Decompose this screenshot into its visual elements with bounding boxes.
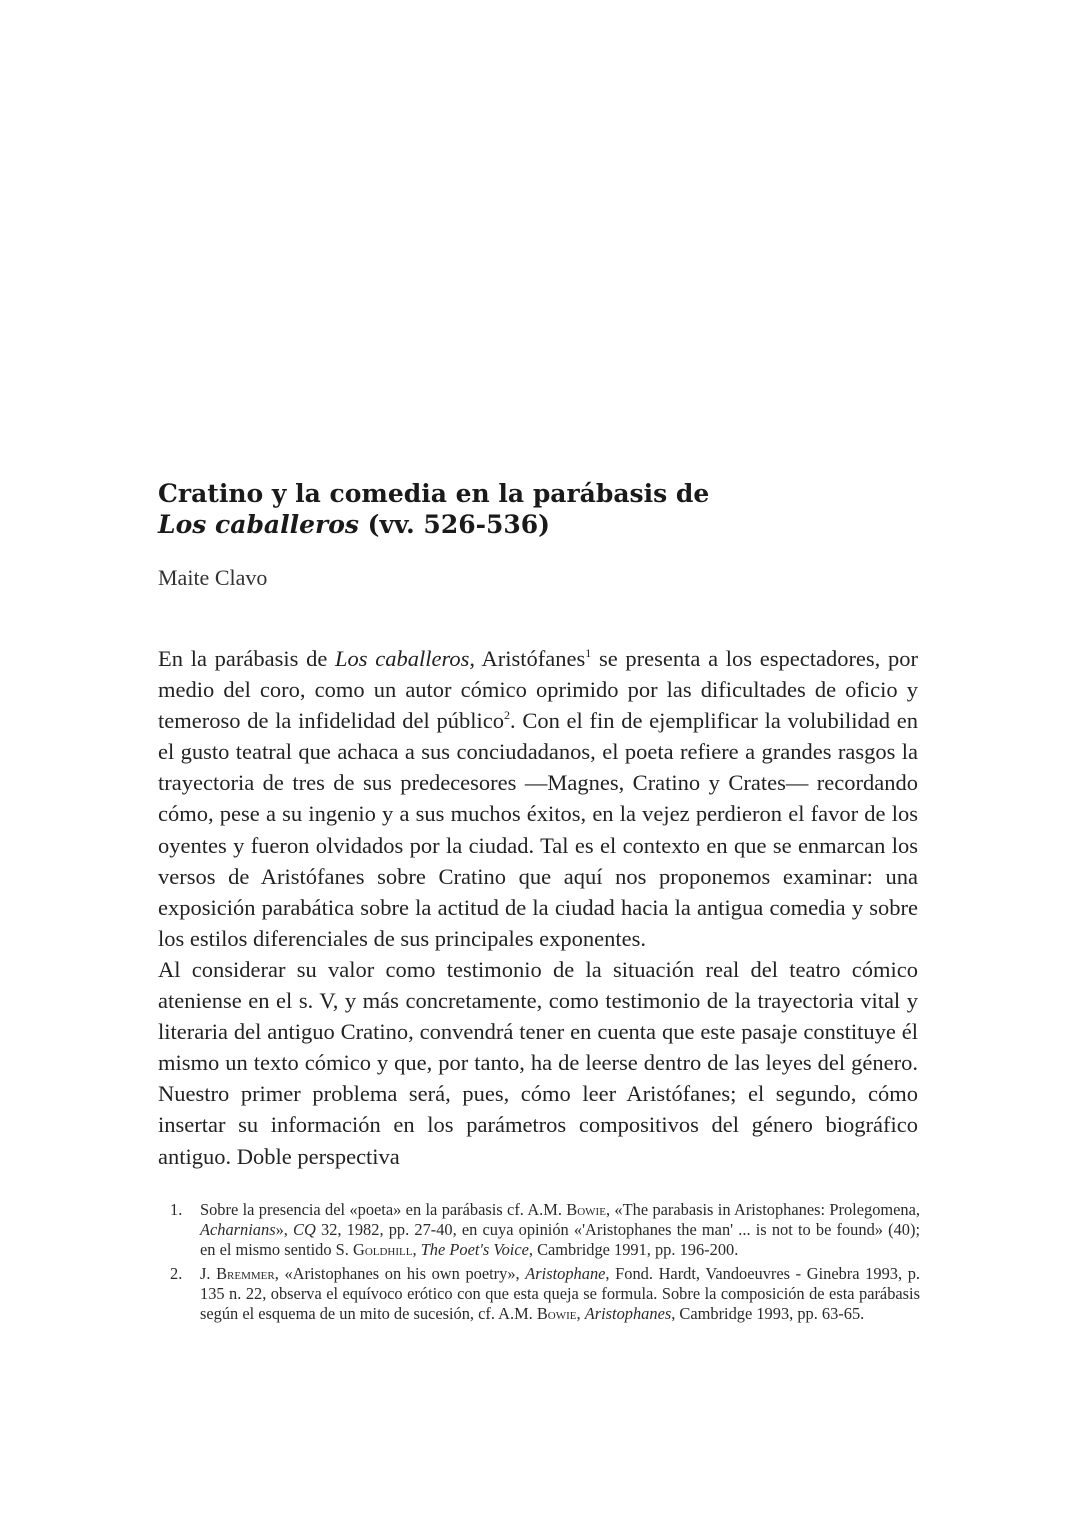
author-smallcaps: Bowie: [566, 1200, 606, 1219]
text-run: , «Aristophanes on his own poetry»,: [274, 1263, 526, 1283]
title-line-1: Cratino y la comedia en la parábasis de: [158, 479, 710, 508]
italic-title: Aristophanes: [584, 1304, 672, 1324]
article-body: [158, 643, 918, 1172]
text-run: ,: [576, 1304, 585, 1324]
title-verses: (vv. 526-536): [358, 510, 551, 539]
italic-title: Acharnians: [200, 1220, 276, 1240]
paragraph-1: [158, 643, 918, 954]
text-run: J.: [200, 1263, 217, 1283]
text-run: . Con el fin de ejemplificar la volubilidad en el gusto teatral que achaca a sus conciudadanos, el poeta refiere a grandes rasgos la trayectoria de tres de sus predecesores —Magnes, Cratino y Crates— recordando cómo, pese a su ingenio y a sus muchos éxitos, en la vejez perdieron el favor de los oyentes y fueron olvidados por la ciudad. Tal es el contexto en que se enmarcan los versos de Aristófanes sobre Cratino que aquí nos proponemos examinar: una exposición parabática sobre la actitud de la ciudad hacia la antigua comedia y sobre los estilos diferenciales de sus principales exponentes.: [158, 708, 918, 951]
footnote-ref-1[interactable]: 1: [585, 646, 592, 660]
text-run: se presenta a los espectadores, por medio del coro, como un autor cómico oprimido por las dificultades de oficio y temeroso de la infidelidad del público: [158, 646, 919, 734]
text-run: , Cambridge 1991, pp. 196-200.: [528, 1240, 739, 1260]
text-run: Sobre la presencia del «poeta» en la parábasis cf. A.M.: [200, 1200, 567, 1219]
footnote-number: 1.: [170, 1200, 183, 1219]
author-smallcaps: Bowie: [536, 1304, 577, 1324]
footnote-2: [170, 1264, 920, 1325]
text-run: ,: [412, 1240, 421, 1260]
author-smallcaps: Goldhill: [352, 1240, 413, 1260]
article-title: [158, 478, 918, 540]
italic-title: CQ: [293, 1220, 316, 1240]
author-smallcaps: Bremmer: [216, 1263, 275, 1283]
text-run: , Cambridge 1993, pp. 63-65.: [671, 1304, 865, 1324]
paragraph-2: Al considerar su valor como testimonio de la situación real del teatro cómico ateniense en el s. V, y más concretamente, como testimonio de la trayectoria vital y literaria del antiguo Cratino, convendrá tener en cuenta que este pasaje constituye él mismo un texto cómico y que, por tanto, ha de leerse dentro de las leyes del género. Nuestro primer problema será, pues, cómo leer Aristófanes; el segundo, cómo insertar su información en los parámetros compositivos del género biográfico antiguo. Doble perspectiva: [158, 956, 918, 1169]
italic-title: Aristophane: [525, 1263, 606, 1283]
text-run: , «The parabasis in Aristophanes: Prolegomena,: [605, 1200, 920, 1219]
text-run: , Fond. Hardt, Vandoeuvres - Ginebra 1993, p. 135 n. 22, observa el equívoco erótico con que esta queja se formula. Sobre la composición de esta parábasis según el esquema de un mito de sucesión, cf. A.M.: [200, 1263, 920, 1324]
title-line-2: [158, 509, 918, 540]
title-italic: Los caballeros: [158, 510, 359, 539]
text-run: Aristófanes: [475, 646, 586, 671]
author-name: Maite Clavo: [158, 565, 268, 590]
text-run: En la parábasis de: [158, 646, 336, 671]
footnote-ref-2[interactable]: 2: [503, 708, 510, 723]
footnotes: [170, 1200, 920, 1327]
footnote-number: 2.: [170, 1263, 183, 1283]
italic-title: Los caballeros,: [335, 646, 476, 671]
article: [158, 478, 918, 1172]
footnote-1: [170, 1200, 920, 1261]
italic-title: The Poet's Voice: [420, 1240, 529, 1260]
text-run: 32, 1982, pp. 27-40, en cuya opinión «'Aristophanes the man' ... is not to be found» (40); en el mismo sentido S.: [200, 1220, 920, 1260]
text-run: »,: [275, 1220, 294, 1240]
